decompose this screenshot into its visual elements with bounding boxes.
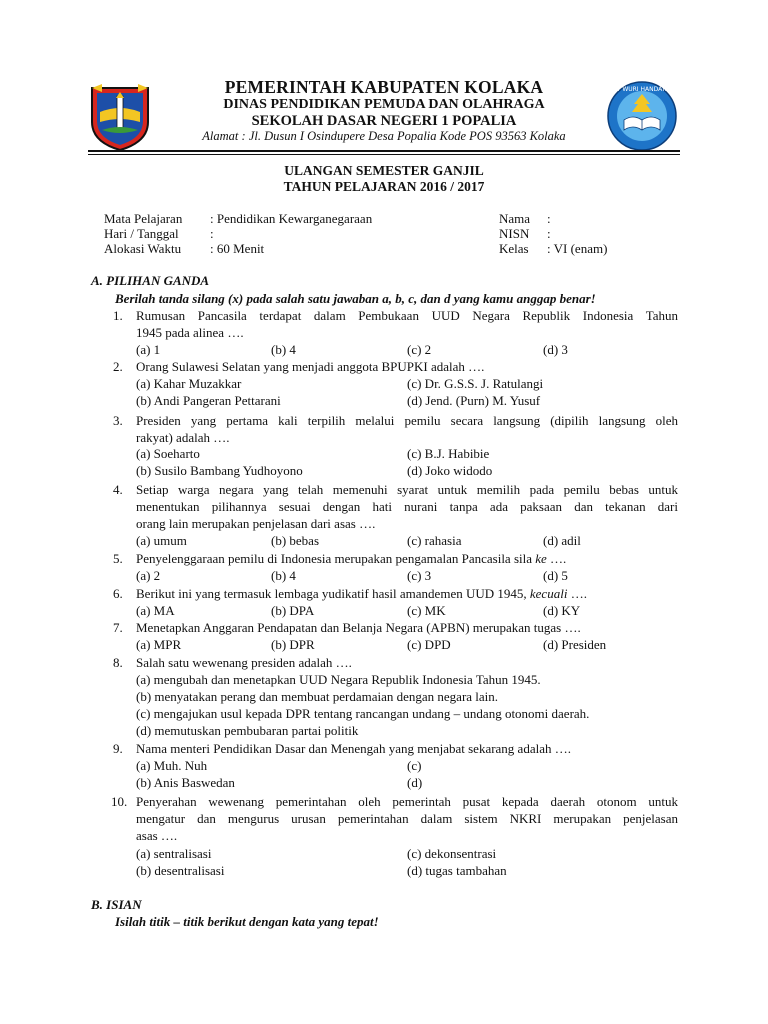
- q7-option-a: (a) MPR: [136, 637, 182, 652]
- logo-motto: TUT WURI HANDAYANI: [608, 86, 676, 93]
- class-label: Kelas: [499, 241, 529, 256]
- q1-option-b: (b) 4: [271, 342, 296, 357]
- q7-number: 7.: [113, 620, 123, 635]
- q6-number: 6.: [113, 586, 123, 601]
- q1-option-d: (d) 3: [543, 342, 568, 357]
- q6-option-b: (b) DPA: [271, 603, 315, 618]
- kolaka-emblem-logo: [88, 82, 152, 152]
- q4-option-d: (d) adil: [543, 533, 581, 548]
- subject-label: Mata Pelajaran: [104, 211, 183, 226]
- q7-option-d: (d) Presiden: [543, 637, 607, 652]
- nisn-label: NISN: [499, 226, 530, 241]
- q4-option-c: (c) rahasia: [407, 533, 462, 548]
- q10-text-line2: mengatur dan mengurus urusan pemerintahan dalam sistem NKRI merupakan penjelasan: [136, 811, 678, 826]
- q10-option-c: (c) dekonsentrasi: [407, 846, 497, 861]
- q10-text-line3: asas ….: [136, 828, 178, 843]
- q6-text: [136, 586, 587, 602]
- q3-number: 3.: [113, 413, 123, 428]
- header-rule-thin: [88, 154, 680, 155]
- q8-option-b: (b) menyatakan perang dan membuat perdamaian dengan negara lain.: [136, 689, 499, 704]
- q9-option-a: (a) Muh. Nuh: [136, 758, 208, 773]
- exam-title: ULANGAN SEMESTER GANJIL: [284, 163, 484, 178]
- section-a-heading: A. PILIHAN GANDA: [91, 273, 210, 288]
- q5-text-end: ….: [546, 551, 567, 566]
- q5-number: 5.: [113, 551, 123, 566]
- q4-option-b: (b) bebas: [271, 533, 320, 548]
- q5-text-italic: ke: [535, 551, 547, 566]
- class-value: : VI (enam): [547, 241, 608, 256]
- q10-option-a: (a) sentralisasi: [136, 846, 212, 861]
- q6-text-italic: kecuali: [529, 586, 568, 601]
- q8-text: Salah satu wewenang presiden adalah ….: [136, 655, 352, 670]
- q2-text: Orang Sulawesi Selatan yang menjadi anggota BPUPKI adalah ….: [136, 359, 485, 374]
- q4-text: Setiap warga negara yang telah memenuhi syarat untuk memilih pada pemilu bebas untuk: [136, 482, 678, 497]
- date-label: Hari / Tanggal: [104, 226, 179, 241]
- q5-option-b: (b) 4: [271, 568, 296, 583]
- time-label: Alokasi Waktu: [104, 241, 182, 256]
- q1-text-line2: 1945 pada alinea ….: [136, 325, 244, 340]
- q8-option-d: (d) memutuskan pembubaran partai politik: [136, 723, 359, 738]
- school-address: Alamat : Jl. Dusun I Osindupere Desa Popalia Kode POS 93563 Kolaka: [202, 129, 566, 143]
- q2-option-b: (b) Andi Pangeran Pettarani: [136, 393, 281, 408]
- q8-option-a: (a) mengubah dan menetapkan UUD Negara Republik Indonesia Tahun 1945.: [136, 672, 541, 687]
- q10-text: Penyerahan wewenang pemerintahan oleh pemerintah pusat kepada daerah otonom untuk: [136, 794, 678, 809]
- q1-option-a: (a) 1: [136, 342, 161, 357]
- q9-number: 9.: [113, 741, 123, 756]
- q1-text: Rumusan Pancasila terdapat dalam Pembukaan UUD Negara Republik Indonesia Tahun: [136, 308, 678, 323]
- q4-text-line2: menentukan pilihannya sesuai dengan hati nurani tanpa ada paksaan dan tekanan dari: [136, 499, 678, 514]
- q3-option-c: (c) B.J. Habibie: [407, 446, 490, 461]
- school-name: SEKOLAH DASAR NEGERI 1 POPALIA: [251, 113, 517, 129]
- q6-option-c: (c) MK: [407, 603, 446, 618]
- q5-option-a: (a) 2: [136, 568, 161, 583]
- name-label: Nama: [499, 211, 531, 226]
- q5-option-d: (d) 5: [543, 568, 568, 583]
- q6-option-a: (a) MA: [136, 603, 175, 618]
- nisn-value: :: [547, 226, 551, 241]
- q4-option-a: (a) umum: [136, 533, 187, 548]
- q2-number: 2.: [113, 359, 123, 374]
- q7-option-c: (c) DPD: [407, 637, 451, 652]
- q3-option-d: (d) Joko widodo: [407, 463, 493, 478]
- section-b-heading: B. ISIAN: [91, 897, 142, 912]
- q9-option-d: (d): [407, 775, 423, 790]
- q1-option-c: (c) 2: [407, 342, 432, 357]
- q9-option-c: (c): [407, 758, 422, 773]
- q6-option-d: (d) KY: [543, 603, 581, 618]
- q5-option-c: (c) 3: [407, 568, 432, 583]
- q8-option-c: (c) mengajukan usul kepada DPR tentang rancangan undang – undang otonomi daerah.: [136, 706, 590, 721]
- q4-text-line3: orang lain merupakan penjelasan dari asas ….: [136, 516, 376, 531]
- govt-title: PEMERINTAH KABUPATEN KOLAKA: [224, 77, 544, 97]
- date-value: :: [210, 226, 214, 241]
- q10-number: 10.: [111, 794, 128, 809]
- q1-number: 1.: [113, 308, 123, 323]
- q3-text: Presiden yang pertama kali terpilih melalui pemilu secara langsung (dipilih langsung oleh: [136, 413, 678, 428]
- q8-number: 8.: [113, 655, 123, 670]
- section-a-instruction: Berilah tanda silang (x) pada salah satu jawaban a, b, c, dan d yang kamu anggap benar!: [115, 291, 596, 306]
- section-b-instruction: Isilah titik – titik berikut dengan kata yang tepat!: [115, 914, 379, 929]
- time-value: : 60 Menit: [210, 241, 265, 256]
- department-title: DINAS PENDIDIKAN PEMUDA DAN OLAHRAGA: [223, 97, 545, 112]
- exam-year: TAHUN PELAJARAN 2016 / 2017: [283, 179, 485, 194]
- q3-option-a: (a) Soeharto: [136, 446, 200, 461]
- q7-text: Menetapkan Anggaran Pendapatan dan Belanja Negara (APBN) merupakan tugas ….: [136, 620, 581, 635]
- q3-option-b: (b) Susilo Bambang Yudhoyono: [136, 463, 303, 478]
- q6-text-main: Berikut ini yang termasuk lembaga yudikatif hasil amandemen UUD 1945,: [136, 586, 527, 601]
- q10-option-d: (d) tugas tambahan: [407, 863, 507, 878]
- q5-text-main: Penyelenggaraan pemilu di Indonesia merupakan pengamalan Pancasila sila: [136, 551, 532, 566]
- q3-text-line2: rakyat) adalah ….: [136, 430, 230, 445]
- q7-option-b: (b) DPR: [271, 637, 315, 652]
- name-value: :: [547, 211, 551, 226]
- subject-value: : Pendidikan Kewarganegaraan: [210, 211, 373, 226]
- q4-number: 4.: [113, 482, 123, 497]
- q5-text: [136, 551, 566, 567]
- q2-option-c: (c) Dr. G.S.S. J. Ratulangi: [407, 376, 544, 391]
- q9-option-b: (b) Anis Baswedan: [136, 775, 235, 790]
- q10-option-b: (b) desentralisasi: [136, 863, 225, 878]
- q2-option-a: (a) Kahar Muzakkar: [136, 376, 242, 391]
- header-rule-thick: [88, 150, 680, 152]
- q6-text-end: ….: [567, 586, 587, 601]
- q9-text: Nama menteri Pendidikan Dasar dan Menengah yang menjabat sekarang adalah ….: [136, 741, 571, 756]
- q2-option-d: (d) Jend. (Purn) M. Yusuf: [407, 393, 541, 408]
